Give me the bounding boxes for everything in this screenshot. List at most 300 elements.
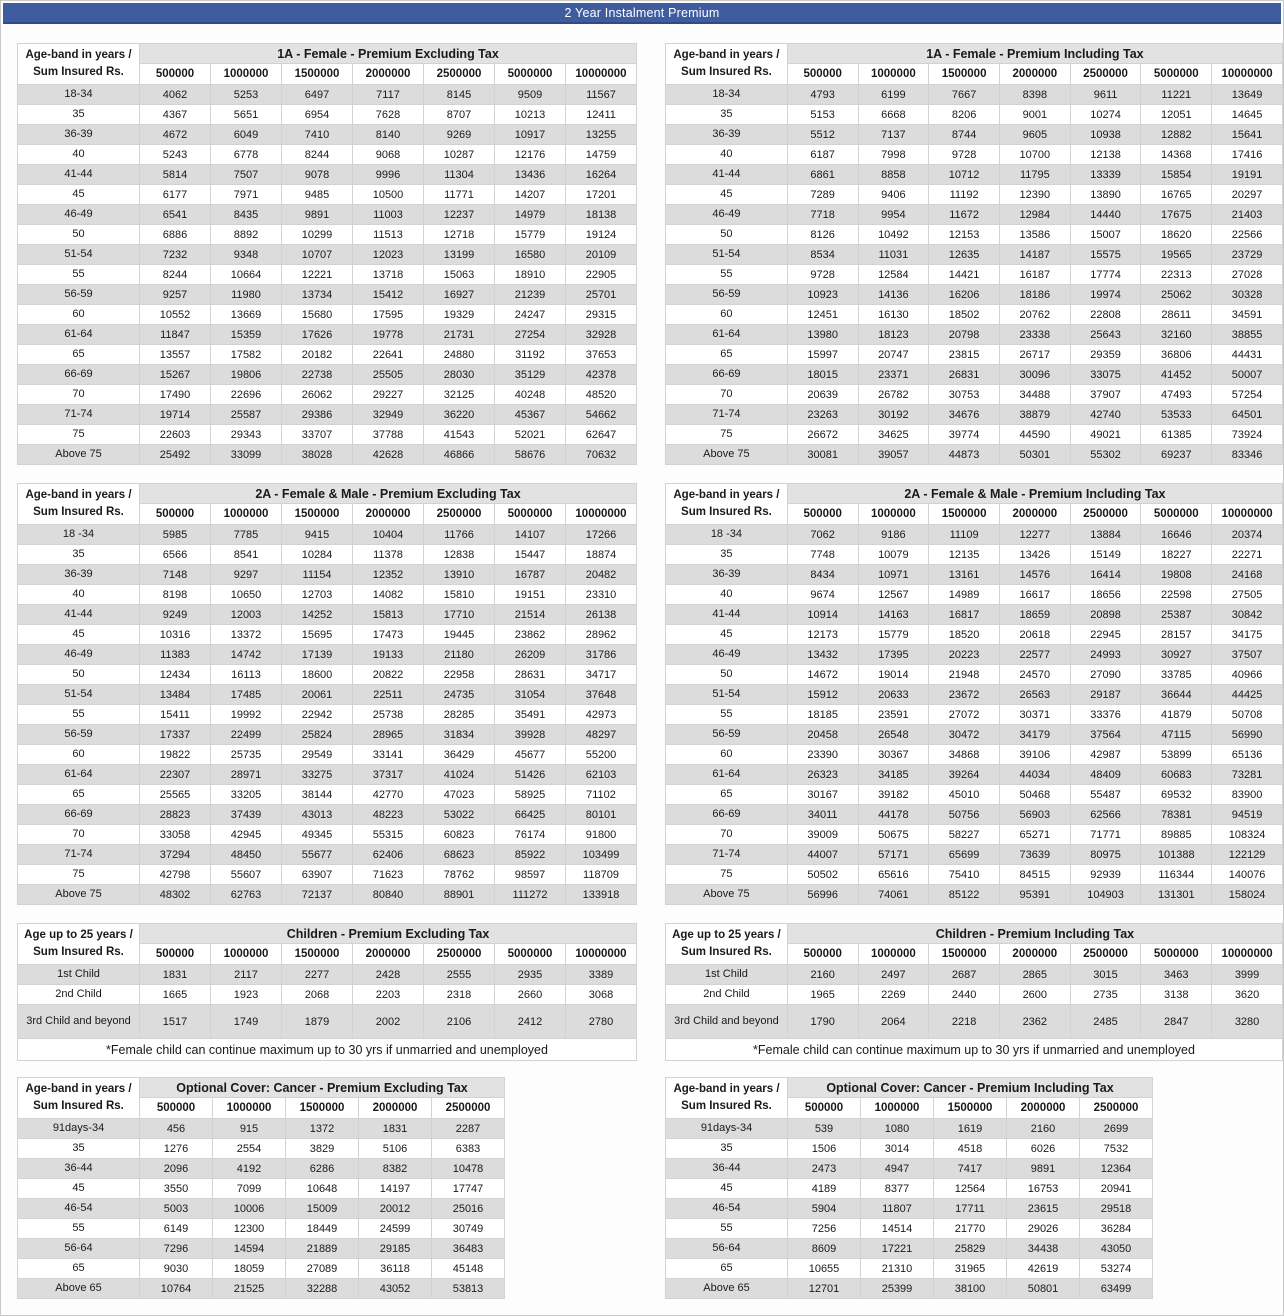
premium-value-cell: 89885 [1141,825,1212,845]
premium-value-cell: 7507 [211,165,282,185]
table-row [18,825,637,845]
premium-value-cell: 12352 [353,565,424,585]
premium-value-cell: 42378 [566,365,637,385]
premium-value-cell: 85922 [495,845,566,865]
premium-value-cell: 37564 [1070,725,1141,745]
premium-value-cell: 17710 [424,605,495,625]
premium-value-cell: 11795 [999,165,1070,185]
premium-value-cell: 108324 [1212,825,1283,845]
premium-value-cell: 15680 [282,305,353,325]
premium-value-cell: 11513 [353,225,424,245]
premium-value-cell: 48297 [566,725,637,745]
premium-value-cell: 12390 [999,185,1070,205]
premium-value-cell: 23672 [929,685,1000,705]
premium-value-cell: 30472 [929,725,1000,745]
premium-value-cell: 1517 [140,1005,211,1039]
premium-value-cell: 88901 [424,885,495,905]
premium-value-cell: 21948 [929,665,1000,685]
premium-value-cell: 2660 [495,985,566,1005]
sum-insured-column-header: 2500000 [1070,944,1141,965]
premium-value-cell: 17747 [432,1179,505,1199]
premium-value-cell: 1831 [140,965,211,985]
premium-value-cell: 7718 [787,205,858,225]
premium-value-cell: 6778 [211,145,282,165]
premium-value-cell: 8244 [140,265,211,285]
premium-value-cell: 45148 [432,1259,505,1279]
premium-value-cell: 2218 [929,1005,1000,1039]
premium-value-cell: 2428 [353,965,424,985]
premium-value-cell: 1831 [359,1119,432,1139]
premium-value-cell: 3280 [1212,1005,1283,1039]
premium-value-cell: 9406 [858,185,929,205]
table-row [666,745,1283,765]
premium-value-cell: 29315 [566,305,637,325]
premium-value-cell: 53533 [1141,405,1212,425]
premium-value-cell: 20747 [858,345,929,365]
premium-value-cell: 50708 [1212,705,1283,725]
premium-value-cell: 9186 [858,525,929,545]
premium-value-cell: 4518 [934,1139,1007,1159]
premium-value-cell: 30192 [858,405,929,425]
premium-value-cell: 13910 [424,565,495,585]
premium-value-cell: 6566 [140,545,211,565]
premium-value-cell: 24599 [359,1219,432,1239]
premium-value-cell: 11304 [424,165,495,185]
premium-value-cell: 45010 [929,785,1000,805]
premium-value-cell: 11567 [566,85,637,105]
premium-value-cell: 14421 [929,265,1000,285]
table-cancer-premium-including-tax [665,1077,1153,1299]
age-band-label: 35 [18,545,140,565]
premium-value-cell: 3620 [1212,985,1283,1005]
premium-value-cell: 13980 [787,325,858,345]
premium-value-cell: 6199 [858,85,929,105]
premium-value-cell: 19151 [495,585,566,605]
row-axis-header-line: Age-band in years / [673,488,780,501]
sum-insured-column-header: 2000000 [999,944,1070,965]
premium-value-cell: 10079 [858,545,929,565]
premium-value-cell: 3138 [1141,985,1212,1005]
footnote-text: *Female child can continue maximum up to 30 yrs if unmarried and unemployed [18,1039,637,1061]
premium-value-cell: 43050 [1080,1239,1153,1259]
premium-value-cell: 33275 [282,765,353,785]
footnote-text: *Female child can continue maximum up to 30 yrs if unmarried and unemployed [666,1039,1283,1061]
age-band-label: 71-74 [18,845,140,865]
premium-value-cell: 17675 [1141,205,1212,225]
premium-value-cell: 20458 [787,725,858,745]
premium-value-cell: 7417 [934,1159,1007,1179]
table-row [666,1159,1153,1179]
premium-value-cell: 14197 [359,1179,432,1199]
premium-value-cell: 2160 [1007,1119,1080,1139]
premium-value-cell: 29518 [1080,1199,1153,1219]
premium-value-cell: 33205 [211,785,282,805]
premium-value-cell: 8140 [353,125,424,145]
premium-value-cell: 28971 [211,765,282,785]
age-band-label: 65 [666,1259,788,1279]
premium-value-cell: 1372 [286,1119,359,1139]
age-band-label: 41-44 [18,605,140,625]
premium-value-cell: 22942 [282,705,353,725]
premium-value-cell: 22566 [1212,225,1283,245]
premium-value-cell: 28157 [1141,625,1212,645]
premium-value-cell: 12300 [213,1219,286,1239]
premium-value-cell: 21310 [861,1259,934,1279]
premium-value-cell: 65136 [1212,745,1283,765]
premium-value-cell: 39057 [858,445,929,465]
premium-value-cell: 1665 [140,985,211,1005]
premium-value-cell: 50675 [858,825,929,845]
premium-value-cell: 5003 [140,1199,213,1219]
premium-value-cell: 84515 [999,865,1070,885]
table-row [18,385,637,405]
premium-value-cell: 13649 [1212,85,1283,105]
sum-insured-column-header: 2500000 [432,1098,505,1119]
premium-value-cell: 34179 [999,725,1070,745]
premium-value-cell: 12221 [282,265,353,285]
premium-value-cell: 104903 [1070,885,1141,905]
premium-value-cell: 11383 [140,645,211,665]
premium-value-cell: 58676 [495,445,566,465]
premium-value-cell: 5106 [359,1139,432,1159]
premium-value-cell: 29549 [282,745,353,765]
sum-insured-column-header: 1500000 [934,1098,1007,1119]
premium-value-cell: 24247 [495,305,566,325]
premium-value-cell: 19778 [353,325,424,345]
premium-value-cell: 10287 [424,145,495,165]
premium-value-cell: 18520 [929,625,1000,645]
premium-value-cell: 34717 [566,665,637,685]
table-row [18,225,637,245]
premium-value-cell: 20618 [999,625,1070,645]
row-axis-header-line: Sum Insured Rs. [33,506,124,518]
premium-value-cell: 2287 [432,1119,505,1139]
premium-value-cell: 19124 [566,225,637,245]
premium-value-cell: 18656 [1070,585,1141,605]
premium-value-cell: 9728 [787,265,858,285]
premium-value-cell: 1879 [282,1005,353,1039]
premium-value-cell: 14368 [1141,145,1212,165]
age-band-label: Above 65 [666,1279,788,1299]
premium-value-cell: 12635 [929,245,1000,265]
premium-value-cell: 2002 [353,1005,424,1039]
premium-value-cell: 15641 [1212,125,1283,145]
age-band-label: 75 [18,425,140,445]
table-row [666,305,1283,325]
premium-value-cell: 8435 [211,205,282,225]
sum-insured-column-header: 2000000 [999,504,1070,525]
premium-value-cell: 22603 [140,425,211,445]
premium-value-cell: 4189 [788,1179,861,1199]
table-row [18,545,637,565]
premium-value-cell: 14979 [495,205,566,225]
premium-value-cell: 74061 [858,885,929,905]
age-band-label: 65 [666,345,788,365]
age-band-label: 45 [18,625,140,645]
premium-value-cell: 15007 [1070,225,1141,245]
table-row [18,1159,505,1179]
premium-value-cell: 16787 [495,565,566,585]
premium-value-cell: 16927 [424,285,495,305]
table-row [18,1239,505,1259]
premium-value-cell: 20482 [566,565,637,585]
row-axis-header [18,924,140,965]
premium-value-cell: 2699 [1080,1119,1153,1139]
premium-value-cell: 8206 [929,105,1000,125]
premium-value-cell: 18620 [1141,225,1212,245]
premium-value-cell: 73639 [999,845,1070,865]
age-band-label: 75 [18,865,140,885]
age-band-label: 35 [666,105,788,125]
premium-value-cell: 44873 [929,445,1000,465]
premium-value-cell: 23815 [929,345,1000,365]
premium-value-cell: 8541 [211,545,282,565]
age-band-label: 35 [18,1139,140,1159]
premium-value-cell: 18059 [213,1259,286,1279]
premium-value-cell: 1749 [211,1005,282,1039]
table-title: 1A - Female - Premium Excluding Tax [140,44,637,64]
row-axis-header-line: Age-band in years / [25,488,132,501]
premium-value-cell: 22958 [424,665,495,685]
age-band-label: 61-64 [18,325,140,345]
premium-value-cell: 15997 [787,345,858,365]
premium-value-cell: 30753 [929,385,1000,405]
table-row [666,405,1283,425]
age-band-label: 45 [18,185,140,205]
premium-value-cell: 14136 [858,285,929,305]
premium-value-cell: 17711 [934,1199,1007,1219]
sum-insured-column-header: 1000000 [858,64,929,85]
sum-insured-column-header: 2000000 [353,944,424,965]
premium-value-cell: 15813 [353,605,424,625]
premium-value-cell: 52021 [495,425,566,445]
premium-value-cell: 5153 [787,105,858,125]
sum-insured-column-header: 2500000 [424,944,495,965]
table-row [666,705,1283,725]
age-band-label: 41-44 [666,165,788,185]
premium-value-cell: 18449 [286,1219,359,1239]
premium-value-cell: 36483 [432,1239,505,1259]
age-band-label: 46-49 [666,645,788,665]
premium-value-cell: 60823 [424,825,495,845]
premium-value-cell: 4947 [861,1159,934,1179]
age-band-label: 70 [666,825,788,845]
premium-value-cell: 16617 [999,585,1070,605]
sum-insured-column-header: 2000000 [999,64,1070,85]
table-row [18,145,637,165]
sum-insured-column-header: 1000000 [211,944,282,965]
premium-value-cell: 10917 [495,125,566,145]
premium-value-cell: 10700 [999,145,1070,165]
premium-value-cell: 9674 [787,585,858,605]
table-row [18,725,637,745]
premium-value-cell: 34185 [858,765,929,785]
premium-value-cell: 13484 [140,685,211,705]
age-band-label: 65 [18,1259,140,1279]
premium-value-cell: 10478 [432,1159,505,1179]
premium-value-cell: 2068 [282,985,353,1005]
premium-value-cell: 73281 [1212,765,1283,785]
premium-value-cell: 9485 [282,185,353,205]
premium-value-cell: 7971 [211,185,282,205]
premium-value-cell: 22577 [999,645,1070,665]
sum-insured-column-header: 1500000 [929,944,1000,965]
premium-value-cell: 18502 [929,305,1000,325]
table-1a-female-premium-including-tax [665,43,1283,465]
premium-value-cell: 7256 [788,1219,861,1239]
table-row [18,705,637,725]
age-band-label: 18 -34 [666,525,788,545]
table-row [666,965,1283,985]
premium-value-cell: 6149 [140,1219,213,1239]
sum-insured-column-header: 500000 [140,64,211,85]
premium-value-cell: 32288 [286,1279,359,1299]
premium-value-cell: 30367 [858,745,929,765]
premium-value-cell: 13372 [211,625,282,645]
age-band-label: 60 [666,305,788,325]
premium-value-cell: 55315 [353,825,424,845]
premium-value-cell: 33141 [353,745,424,765]
premium-value-cell: 6886 [140,225,211,245]
premium-value-cell: 35129 [495,365,566,385]
premium-value-cell: 78381 [1141,805,1212,825]
premium-value-cell: 44007 [787,845,858,865]
sum-insured-column-header: 1000000 [211,64,282,85]
table-row [666,565,1283,585]
age-band-label: 45 [666,185,788,205]
premium-value-cell: 2780 [566,1005,637,1039]
premium-value-cell: 42770 [353,785,424,805]
premium-value-cell: 3014 [861,1139,934,1159]
premium-value-cell: 62406 [353,845,424,865]
age-band-label: 46-49 [666,205,788,225]
premium-value-cell: 8707 [424,105,495,125]
premium-value-cell: 12434 [140,665,211,685]
premium-value-cell: 26209 [495,645,566,665]
premium-value-cell: 22641 [353,345,424,365]
table-row [666,185,1283,205]
premium-value-cell: 23310 [566,585,637,605]
table-row [18,1199,505,1219]
table-row [18,745,637,765]
premium-value-cell: 17221 [861,1239,934,1259]
premium-value-cell: 28965 [353,725,424,745]
premium-value-cell: 34175 [1212,625,1283,645]
premium-value-cell: 38855 [1212,325,1283,345]
premium-value-cell: 20798 [929,325,1000,345]
premium-value-cell: 11378 [353,545,424,565]
premium-value-cell: 5243 [140,145,211,165]
premium-value-cell: 8382 [359,1159,432,1179]
premium-value-cell: 17337 [140,725,211,745]
age-band-label: 71-74 [18,405,140,425]
premium-value-cell: 16817 [929,605,1000,625]
premium-value-cell: 3068 [566,985,637,1005]
premium-value-cell: 23615 [1007,1199,1080,1219]
row-axis-header [666,924,788,965]
premium-value-cell: 36644 [1141,685,1212,705]
premium-value-cell: 5651 [211,105,282,125]
premium-value-cell: 14207 [495,185,566,205]
premium-value-cell: 22905 [566,265,637,285]
table-row [18,205,637,225]
premium-value-cell: 33785 [1141,665,1212,685]
premium-value-cell: 15912 [787,685,858,705]
premium-value-cell: 20898 [1070,605,1141,625]
premium-value-cell: 50756 [929,805,1000,825]
row-axis-header-line: Age up to 25 years / [672,928,781,941]
premium-value-cell: 9348 [211,245,282,265]
sum-insured-column-header: 10000000 [566,944,637,965]
premium-value-cell: 14252 [282,605,353,625]
premium-value-cell: 7628 [353,105,424,125]
premium-value-cell: 9891 [1007,1159,1080,1179]
table-row [18,125,637,145]
premium-value-cell: 50468 [999,785,1070,805]
premium-value-cell: 20822 [353,665,424,685]
premium-value-cell: 37788 [353,425,424,445]
premium-value-cell: 17582 [211,345,282,365]
age-band-label: 71-74 [666,405,788,425]
table-row [666,885,1283,905]
premium-value-cell: 13426 [999,545,1070,565]
premium-value-cell: 3829 [286,1139,359,1159]
premium-value-cell: 12701 [788,1279,861,1299]
premium-value-cell: 19133 [353,645,424,665]
age-band-label: 51-54 [18,245,140,265]
premium-value-cell: 17490 [140,385,211,405]
premium-value-cell: 20061 [282,685,353,705]
premium-value-cell: 30842 [1212,605,1283,625]
premium-value-cell: 9001 [999,105,1070,125]
premium-value-cell: 122129 [1212,845,1283,865]
premium-value-cell: 133918 [566,885,637,905]
age-band-label: 56-59 [666,725,788,745]
premium-value-cell: 20762 [999,305,1070,325]
premium-value-cell: 8377 [861,1179,934,1199]
table-row [18,665,637,685]
premium-value-cell: 17416 [1212,145,1283,165]
premium-value-cell: 15779 [495,225,566,245]
premium-value-cell: 28962 [566,625,637,645]
premium-value-cell: 76174 [495,825,566,845]
premium-value-cell: 25701 [566,285,637,305]
premium-value-cell: 19565 [1141,245,1212,265]
premium-value-cell: 6861 [787,165,858,185]
premium-value-cell: 116344 [1141,865,1212,885]
table-row [666,1005,1283,1039]
premium-value-cell: 62566 [1070,805,1141,825]
premium-value-cell: 28030 [424,365,495,385]
premium-value-cell: 1506 [788,1139,861,1159]
premium-value-cell: 54662 [566,405,637,425]
premium-value-cell: 12003 [211,605,282,625]
table-row [666,545,1283,565]
premium-value-cell: 14082 [353,585,424,605]
premium-value-cell: 7062 [787,525,858,545]
premium-value-cell: 19974 [1070,285,1141,305]
premium-value-cell: 40966 [1212,665,1283,685]
premium-value-cell: 2160 [787,965,858,985]
premium-value-cell: 2440 [929,985,1000,1005]
premium-value-cell: 73924 [1212,425,1283,445]
premium-value-cell: 20633 [858,685,929,705]
premium-value-cell: 36118 [359,1259,432,1279]
premium-value-cell: 21239 [495,285,566,305]
premium-value-cell: 8892 [211,225,282,245]
premium-value-cell: 22313 [1141,265,1212,285]
premium-value-cell: 10213 [495,105,566,125]
